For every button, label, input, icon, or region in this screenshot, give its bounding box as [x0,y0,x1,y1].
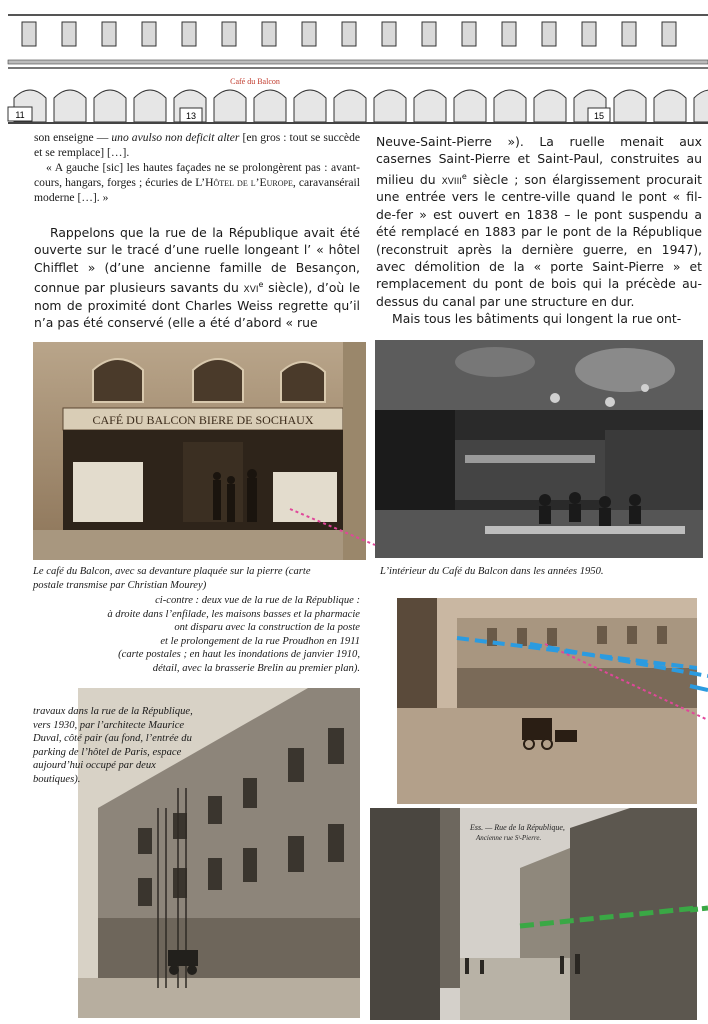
caption-cafe: Le café du Balcon, avec sa devanture plaquée sur la pierre (carte postale transmise par Christian Mourey) [33,566,311,591]
facade-sign: Café du Balcon [230,77,280,86]
sup: e [461,171,467,181]
century: xviii [441,171,462,187]
cicontre-line-1: ci-contre : deux vue de la rue de la République : [155,595,360,606]
caption-interior: L’intérieur du Café du Balcon dans les années 1950. [380,566,604,577]
quote-line-1-end: [en gros : tout se succède et se remplace] […]. [34,131,361,159]
house-number-15: 15 [593,111,605,121]
right-text-b: siècle ; son élargissement procurait une entrée vers le centre-ville quand le pont « fil-de-fer » est ouvert en 1838 – le pont suspendu a été remplacé en 1883 par le pont de la République (reconstruit après la dernière guerre, en 1947), avec démolition de la « porte Saint-Pierre » et remplacement du pont de bois qui la précède au-dessus du canal par une structure en dur. [376,171,702,309]
postcard-caption-2: Ancienne rue Sᵗ-Pierre. [476,834,542,842]
cicontre-line-6: détail, avec la brasserie Brelin au premier plan). [152,662,360,674]
quote-line-1: son enseigne — [34,131,112,144]
postcard-caption-1: Ess. — Rue de la République, [470,823,565,832]
left-text-b: siècle), d’où le nom de proximité dont Charles Weiss regrette qu’il n’a pas été conservé (elle a été d’abord « rue [34,280,361,331]
storefront-sign: CAFÉ DU BALCON BIERE DE SOCHAUX [92,413,314,427]
right-text-a: Neuve-Saint-Pierre »). La ruelle menait aux casernes Saint-Pierre et Saint-Paul, construites au milieu du [376,134,702,187]
cicontre-line-3: ont disparu avec la construction de la poste [174,622,360,634]
cicontre-line-5: (carte postales ; en haut les inondations de janvier 1910, [118,649,360,661]
latin-motto: uno avulso non deficit alter [111,131,240,144]
hotel-name: Hôtel de l’Europe [205,176,293,189]
sup: e [258,280,264,290]
right-next: Mais tous les bâtiments qui longent la rue ont- [392,311,682,327]
house-number-13: 13 [185,111,197,121]
caption-travaux: travaux dans la rue de la République, vers 1930, par l’architecte Maurice Duval, côté pair (au fond, l’entrée du parking de l’hôtel de Paris, espace aujourd’hui occupé par deux boutiques). [33,706,193,785]
quote-p2-end: , caravansérail moderne […]. » [34,176,360,204]
quote-p2: « A gauche [sic] les hautes façades ne se prolongèrent pas : avant-cours, hangars, forges ; écuries de L’ [34,161,360,189]
cicontre-line-2: à droite dans l’enfilade, les maisons basses et la pharmacie [107,608,360,620]
cicontre-line-4: et le prolongement de la rue Proudhon en 1911 [160,635,360,647]
left-text-a: Rappelons que la rue de la République avait été ouverte sur le tracé d’une ruelle longeant l’ « hôtel Chifflet » (d’une ancienne famille de Besançon, connue par plusieurs savants du [34,225,360,296]
house-number-11: 11 [15,110,25,120]
century: xvi [243,280,259,296]
